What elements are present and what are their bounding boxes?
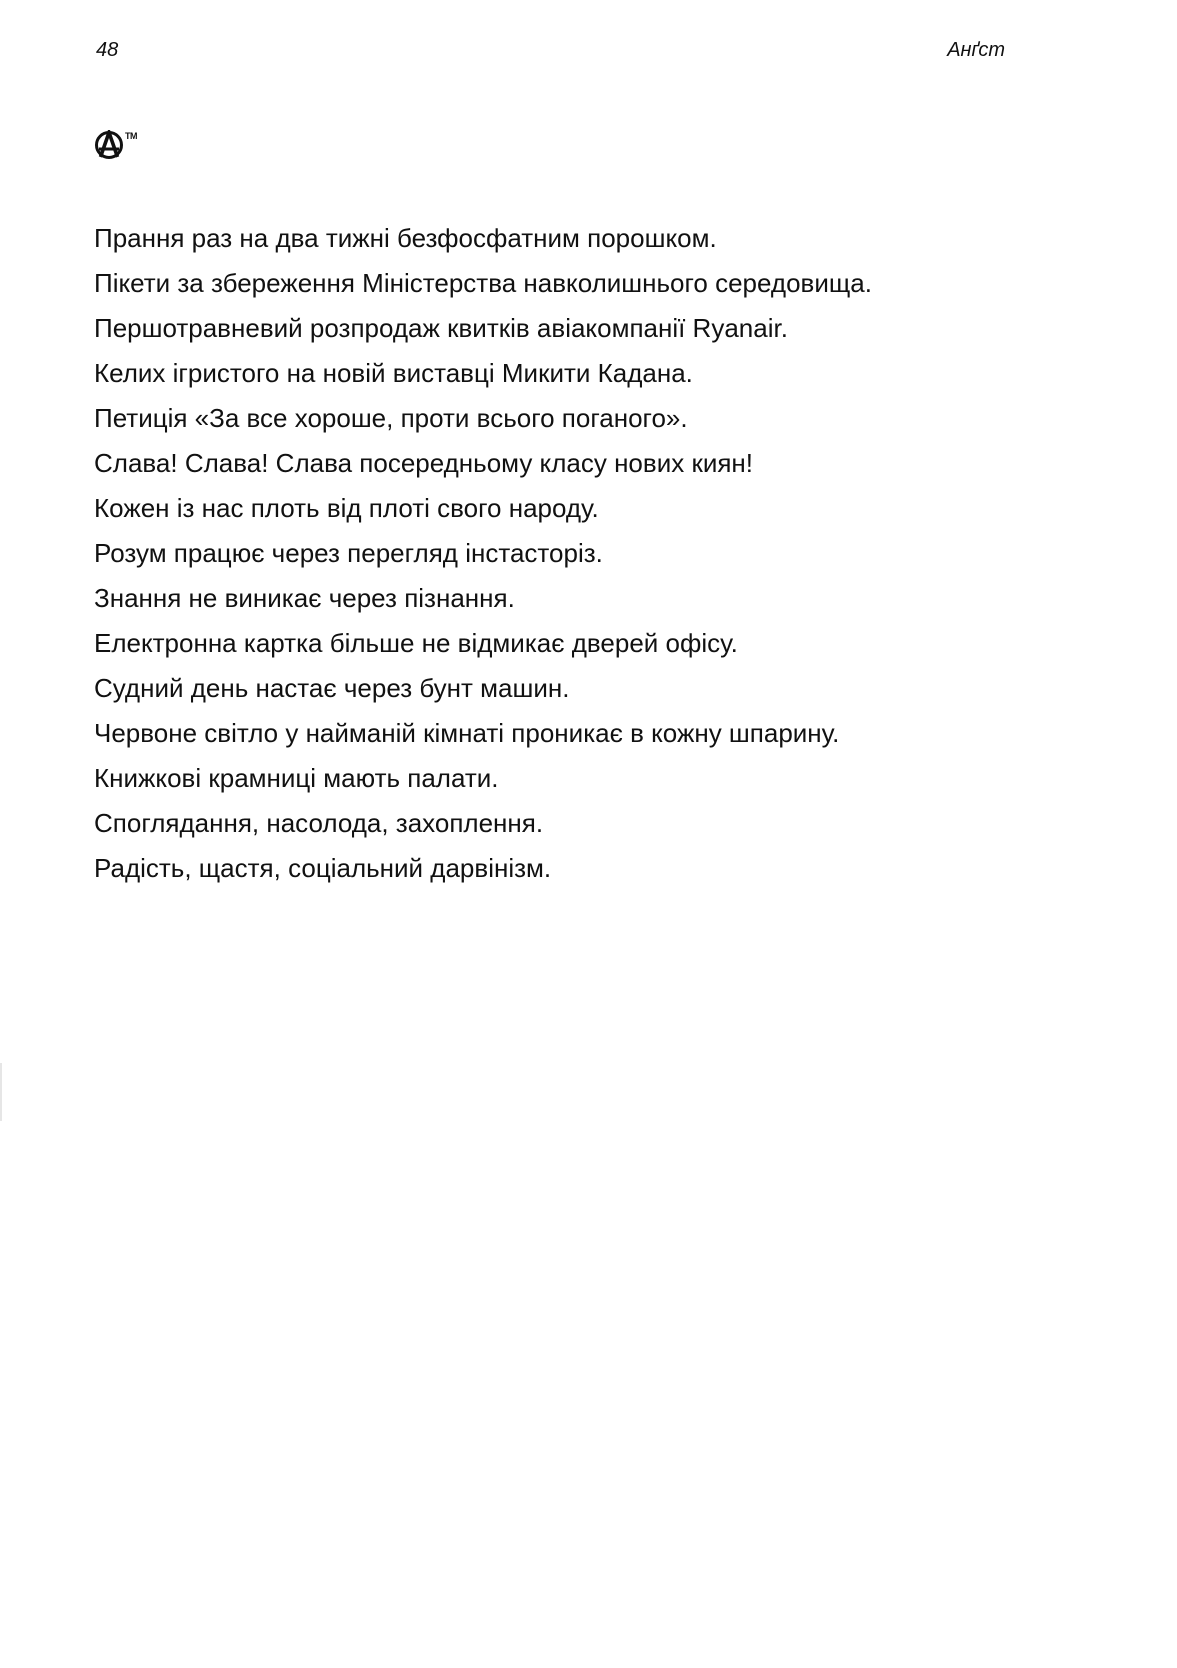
running-head: Анґст [947, 39, 1005, 61]
poem-line: Пікети за збереження Міністерства навколишнього середовища. [94, 268, 872, 298]
poem-line: Судний день настає через бунт машин. [94, 673, 570, 703]
poem-line: Споглядання, насолода, захоплення. [94, 808, 544, 838]
poem-line: Знання не виникає через пізнання. [94, 583, 515, 613]
anarchy-trademark-mark [94, 130, 137, 162]
trademark-symbol: TM [125, 131, 137, 141]
poem-line: Слава! Слава! Слава посередньому класу нових киян! [94, 448, 754, 478]
poem-line: Книжкові крамниці мають палати. [94, 763, 499, 793]
poem-line: Розум працює через перегляд інстасторіз. [94, 538, 603, 568]
poem-line: Електронна картка більше не відмикає дверей офісу. [94, 628, 738, 658]
page-number: 48 [96, 39, 119, 61]
poem-line: Першотравневий розпродаж квитків авіакомпанії Ryanair. [94, 313, 788, 343]
poem-line: Радість, щастя, соціальний дарвінізм. [94, 853, 552, 883]
poem-line: Кожен із нас плоть від плоті свого народу. [94, 493, 599, 523]
poem-line: Келих ігристого на новій виставці Микити Кадана. [94, 358, 693, 388]
poem [94, 216, 872, 891]
poem-line: Прання раз на два тижні безфосфатним порошком. [94, 223, 717, 253]
page-edge-mark [0, 1063, 2, 1121]
circle-a-icon [94, 130, 124, 160]
poem-line: Петиція «За все хороше, проти всього поганого». [94, 403, 688, 433]
poem-line: Червоне світло у найманій кімнаті проникає в кожну шпарину. [94, 718, 840, 748]
